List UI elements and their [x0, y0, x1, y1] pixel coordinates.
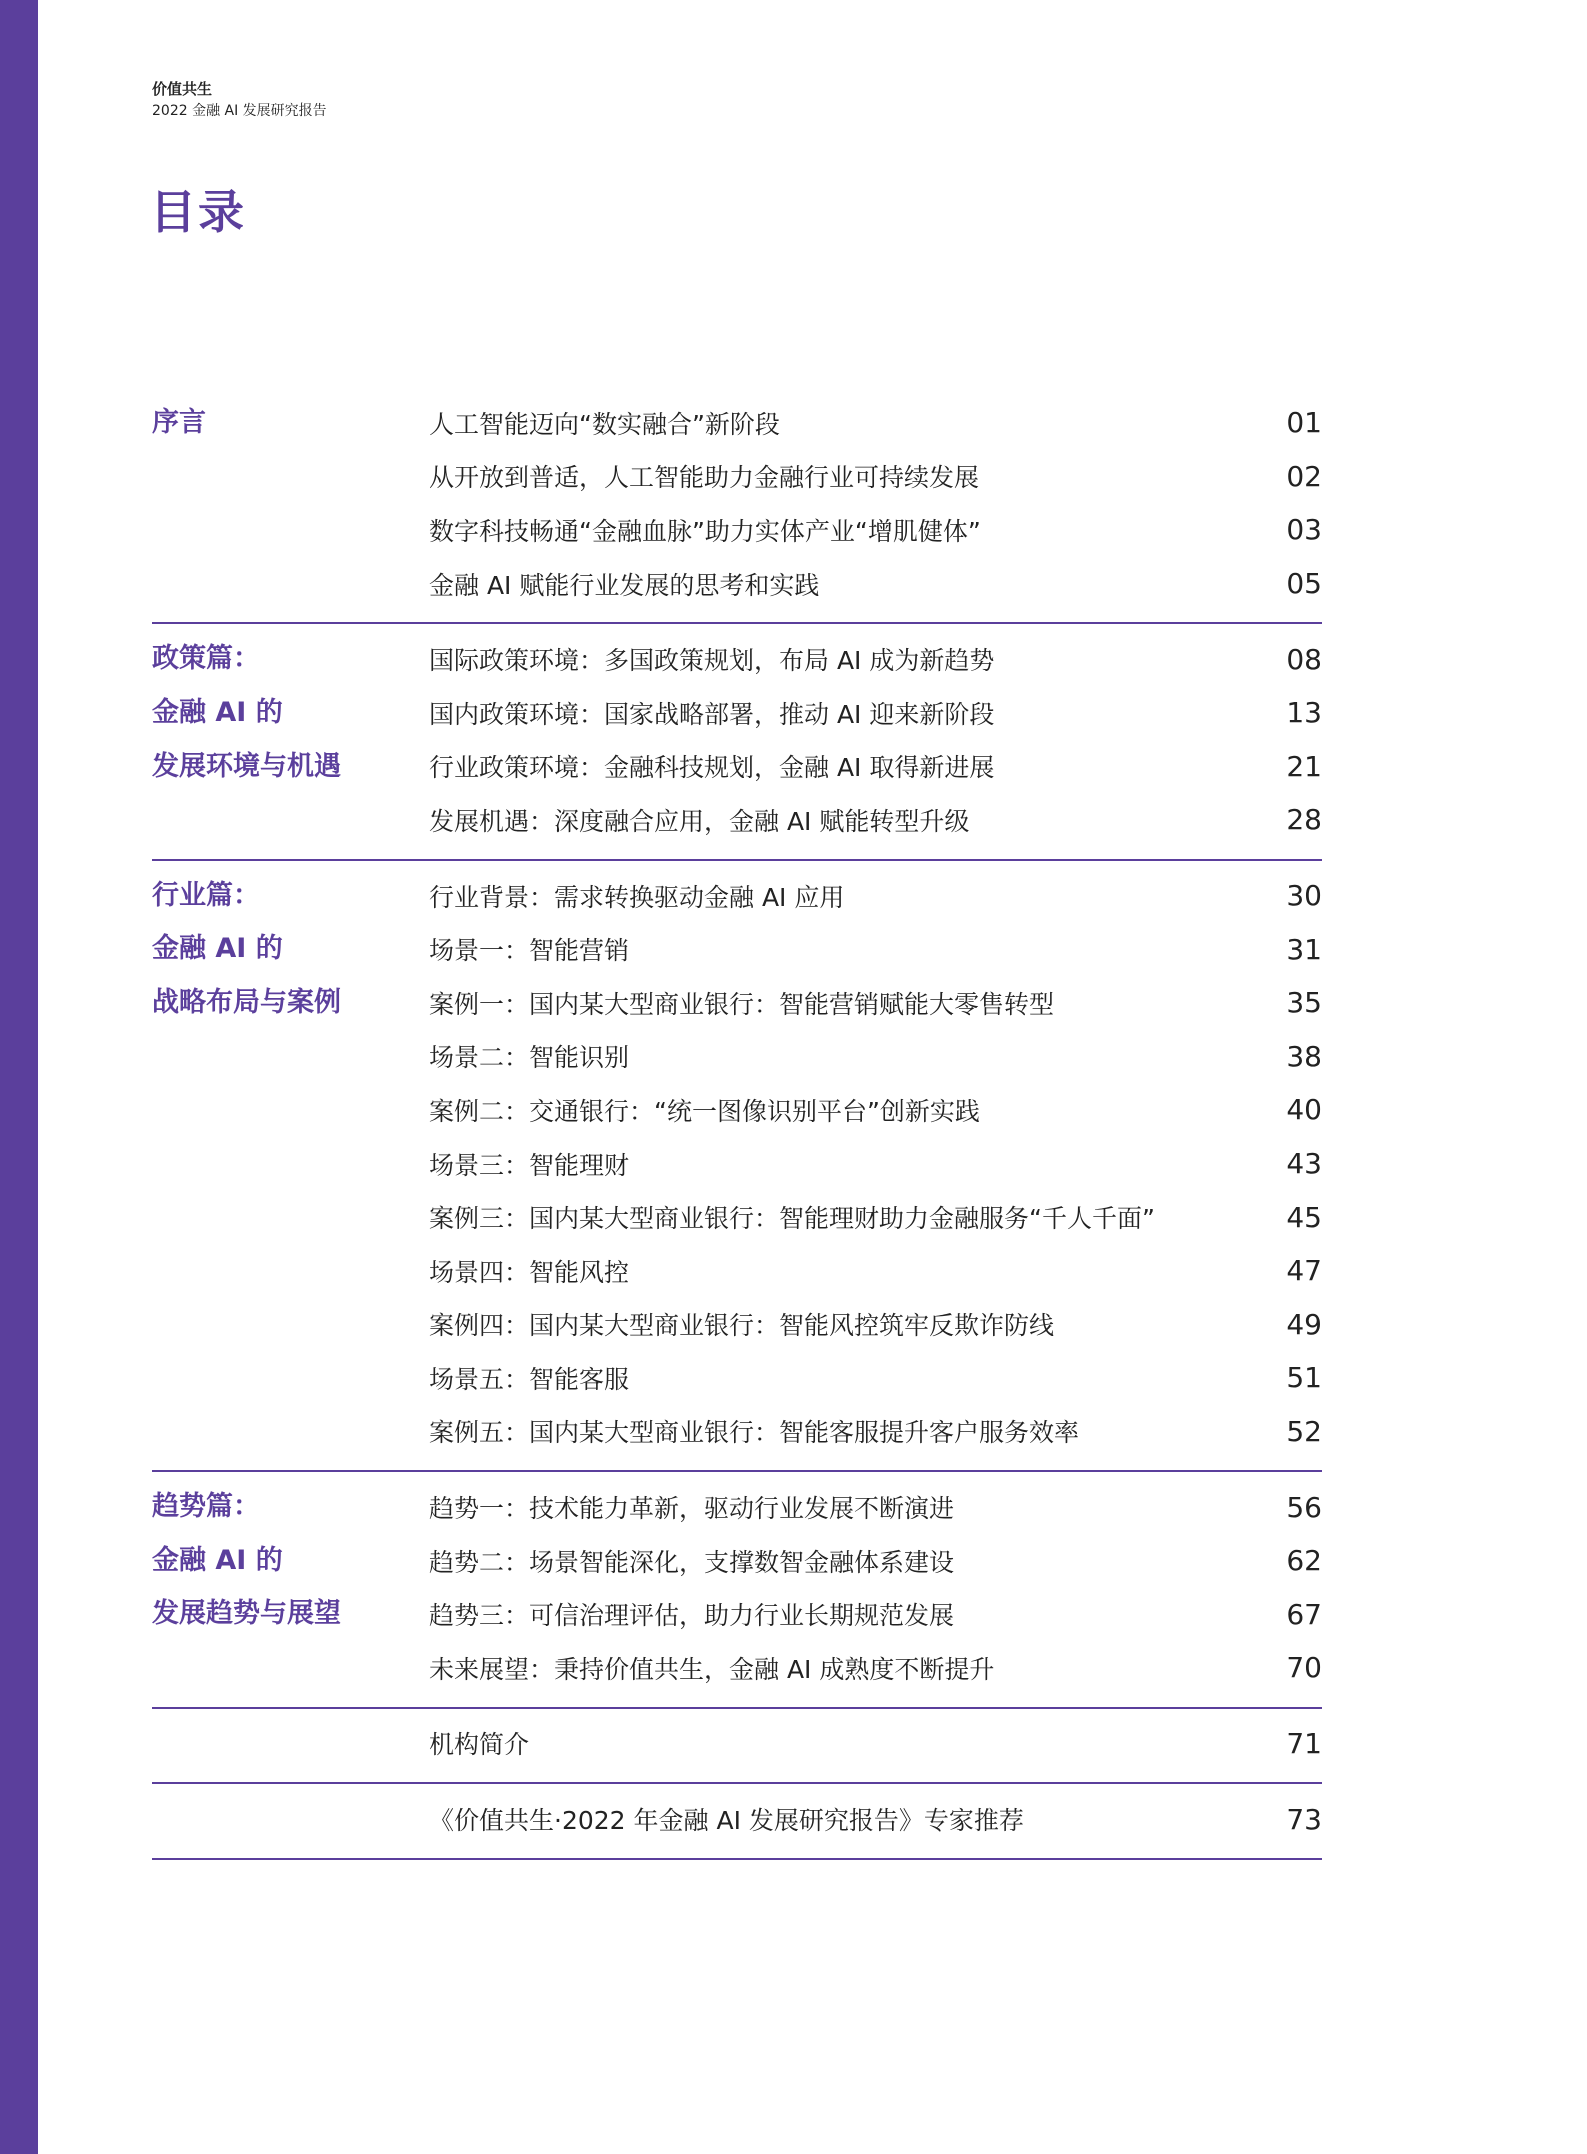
toc-entry-page-number: 05	[1286, 567, 1322, 601]
toc-entry[interactable]	[429, 1190, 1322, 1244]
toc-entry[interactable]	[429, 976, 1322, 1030]
toc-entry-page-number: 38	[1286, 1039, 1322, 1073]
toc-entry-page-number: 62	[1286, 1544, 1322, 1578]
toc-entry[interactable]	[429, 1792, 1322, 1846]
toc-entry[interactable]	[429, 1244, 1322, 1298]
toc-entry-page-number: 08	[1286, 642, 1322, 676]
toc-entry-title: 从开放到普适，人工智能助力金融行业可持续发展	[429, 463, 980, 493]
section-label	[152, 632, 412, 793]
toc-entry-page-number: 01	[1286, 406, 1322, 440]
section-label	[152, 1480, 412, 1641]
toc-section	[152, 1784, 1322, 1860]
section-label	[152, 396, 412, 450]
toc-entry[interactable]	[429, 686, 1322, 740]
running-header	[152, 78, 327, 122]
toc-entry[interactable]	[429, 1480, 1322, 1534]
toc-entry[interactable]	[429, 1587, 1322, 1641]
toc-entry[interactable]	[429, 557, 1322, 611]
toc-entry-title: 场景一：智能营销	[429, 936, 630, 966]
toc-entry-title: 行业背景：需求转换驱动金融 AI 应用	[429, 882, 845, 912]
section-label-line: 金融 AI 的	[152, 696, 283, 728]
toc-entry-title: 行业政策环境：金融科技规划，金融 AI 取得新进展	[429, 753, 995, 783]
toc-entry[interactable]	[429, 1351, 1322, 1405]
toc-entry-page-number: 49	[1286, 1307, 1322, 1341]
toc-entry[interactable]	[429, 632, 1322, 686]
toc-entry-page-number: 40	[1286, 1093, 1322, 1127]
toc-entry-title: 未来展望：秉持价值共生，金融 AI 成熟度不断提升	[429, 1654, 995, 1684]
toc-entry-page-number: 02	[1286, 459, 1322, 493]
toc-entries	[429, 1792, 1322, 1846]
toc-section	[152, 1472, 1322, 1708]
toc-entry-title: 案例二：交通银行：“统一图像识别平台”创新实践	[429, 1096, 980, 1126]
toc-entry-page-number: 35	[1286, 986, 1322, 1020]
toc-entry-page-number: 45	[1286, 1200, 1322, 1234]
toc-entry[interactable]	[429, 740, 1322, 794]
toc-entries	[429, 869, 1322, 1459]
toc-entry-title: 金融 AI 赋能行业发展的思考和实践	[429, 570, 820, 600]
section-label-line: 发展趋势与展望	[152, 1598, 341, 1630]
toc-entry-page-number: 56	[1286, 1490, 1322, 1524]
toc-entry[interactable]	[429, 396, 1322, 450]
toc-entry[interactable]	[429, 1083, 1322, 1137]
toc-entry[interactable]	[429, 503, 1322, 557]
toc-section	[152, 624, 1322, 860]
toc-entry-title: 数字科技畅通“金融血脉”助力实体产业“增肌健体”	[429, 516, 981, 546]
toc-section	[152, 1709, 1322, 1785]
toc-entry-title: 案例三：国内某大型商业银行：智能理财助力金融服务“千人千面”	[429, 1204, 1155, 1234]
toc-entries	[429, 1480, 1322, 1694]
toc-entry-title: 机构简介	[429, 1730, 530, 1760]
toc-entry-title: 场景三：智能理财	[429, 1150, 630, 1180]
toc-entry-page-number: 13	[1286, 696, 1322, 730]
section-label	[152, 869, 412, 1030]
toc-entry-page-number: 43	[1286, 1147, 1322, 1181]
toc-entry[interactable]	[429, 1405, 1322, 1459]
page-title: 目录	[150, 185, 246, 239]
toc-entry-page-number: 73	[1286, 1802, 1322, 1836]
toc-entry-title: 案例五：国内某大型商业银行：智能客服提升客户服务效率	[429, 1418, 1080, 1448]
section-label-line: 趋势篇：	[152, 1491, 260, 1523]
header-report-title: 2022 金融 AI 发展研究报告	[152, 103, 327, 119]
section-label-line: 发展环境与机遇	[152, 750, 341, 782]
toc-entry-title: 国际政策环境：多国政策规划，布局 AI 成为新趋势	[429, 646, 995, 676]
toc-entry-page-number: 71	[1286, 1726, 1322, 1760]
section-label-line: 行业篇：	[152, 879, 260, 911]
toc-entry-title: 趋势二：场景智能深化，支撑数智金融体系建设	[429, 1547, 955, 1577]
toc-entry-title: 场景五：智能客服	[429, 1364, 630, 1394]
header-report-name: 价值共生	[152, 80, 213, 98]
toc-entry[interactable]	[429, 1030, 1322, 1084]
toc-entry-title: 趋势一：技术能力革新，驱动行业发展不断演进	[429, 1494, 955, 1524]
side-accent-bar	[0, 0, 38, 2154]
toc-entry[interactable]	[429, 1298, 1322, 1352]
toc-entry[interactable]	[429, 869, 1322, 923]
toc-section	[152, 388, 1322, 624]
toc-entry[interactable]	[429, 450, 1322, 504]
toc-entry-page-number: 21	[1286, 749, 1322, 783]
toc-entry-title: 国内政策环境：国家战略部署，推动 AI 迎来新阶段	[429, 699, 995, 729]
toc-entry-title: 场景四：智能风控	[429, 1257, 630, 1287]
toc-entry[interactable]	[429, 1717, 1322, 1771]
toc-entry[interactable]	[429, 1534, 1322, 1588]
toc-entry-title: 发展机遇：深度融合应用，金融 AI 赋能转型升级	[429, 806, 970, 836]
toc-entries	[429, 632, 1322, 846]
toc-entry-page-number: 47	[1286, 1254, 1322, 1288]
toc-entries	[429, 1717, 1322, 1771]
toc-entry-page-number: 30	[1286, 879, 1322, 913]
toc-entry-page-number: 28	[1286, 803, 1322, 837]
section-label-line: 金融 AI 的	[152, 933, 283, 965]
table-of-contents	[152, 388, 1322, 1860]
section-label-line: 金融 AI 的	[152, 1544, 283, 1576]
toc-entry-title: 案例四：国内某大型商业银行：智能风控筑牢反欺诈防线	[429, 1311, 1055, 1341]
toc-entry[interactable]	[429, 793, 1322, 847]
section-label-line: 战略布局与案例	[152, 986, 341, 1018]
toc-entries	[429, 396, 1322, 610]
toc-entry-page-number: 51	[1286, 1361, 1322, 1395]
section-label-line: 序言	[152, 407, 206, 438]
toc-section	[152, 861, 1322, 1473]
toc-entry[interactable]	[429, 1641, 1322, 1695]
toc-entry-page-number: 70	[1286, 1651, 1322, 1685]
toc-entry-title: 人工智能迈向“数实融合”新阶段	[429, 409, 780, 439]
toc-entry-title: 《价值共生·2022 年金融 AI 发展研究报告》专家推荐	[429, 1806, 1024, 1836]
toc-entry-title: 场景二：智能识别	[429, 1043, 630, 1073]
toc-entry-page-number: 67	[1286, 1597, 1322, 1631]
toc-entry[interactable]	[429, 1137, 1322, 1191]
section-label-line: 政策篇：	[152, 643, 260, 675]
toc-entry[interactable]	[429, 922, 1322, 976]
toc-entry-title: 案例一：国内某大型商业银行：智能营销赋能大零售转型	[429, 989, 1055, 1019]
toc-entry-page-number: 03	[1286, 513, 1322, 547]
toc-entry-title: 趋势三：可信治理评估，助力行业长期规范发展	[429, 1601, 955, 1631]
toc-entry-page-number: 52	[1286, 1414, 1322, 1448]
toc-entry-page-number: 31	[1286, 932, 1322, 966]
